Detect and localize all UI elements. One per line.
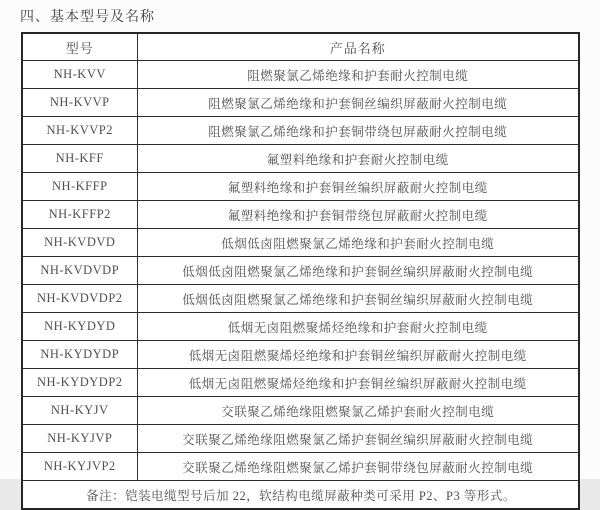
column-header-model: 型号: [22, 33, 137, 61]
product-name-cell: 阻燃聚氯乙烯绝缘和护套耐火控制电缆: [137, 61, 579, 89]
model-cell: NH-KFF: [22, 145, 137, 173]
product-name-cell: 交联聚乙烯绝缘阻燃聚氯乙烯护套铜丝编织屏蔽耐火控制电缆: [137, 425, 579, 453]
model-cell: NH-KVDVD: [22, 229, 137, 257]
table-row: [22, 61, 579, 89]
table-note: 备注：铠装电缆型号后加 22，软结构电缆屏蔽种类可采用 P2、P3 等形式。: [22, 481, 579, 510]
model-cell: NH-KFFP2: [22, 201, 137, 229]
model-cell: NH-KVDVDP2: [22, 285, 137, 313]
header-row: [22, 33, 579, 61]
model-cell: NH-KYDYDP: [22, 341, 137, 369]
model-cell: NH-KVVP2: [22, 117, 137, 145]
table-row: [22, 425, 579, 453]
product-name-cell: 氟塑料绝缘和护套耐火控制电缆: [137, 145, 579, 173]
product-name-cell: 交联聚乙烯绝缘阻燃聚氯乙烯护套耐火控制电缆: [137, 397, 579, 425]
table-row: [22, 257, 579, 285]
model-cell: NH-KYJVP2: [22, 453, 137, 481]
model-name-table: [21, 32, 580, 510]
product-name-cell: 交联聚乙烯绝缘阻燃聚氯乙烯护套铜带绕包屏蔽耐火控制电缆: [137, 453, 579, 481]
table-row: [22, 229, 579, 257]
table-row: [22, 201, 579, 229]
section-title: 四、基本型号及名称: [20, 10, 155, 25]
model-cell: NH-KFFP: [22, 173, 137, 201]
product-name-cell: 阻燃聚氯乙烯绝缘和护套铜丝编织屏蔽耐火控制电缆: [137, 89, 579, 117]
table-row: [22, 341, 579, 369]
product-name-cell: 低烟低卤阻燃聚氯乙烯绝缘和护套铜丝编织屏蔽耐火控制电缆: [137, 257, 579, 285]
table-row: [22, 285, 579, 313]
model-cell: NH-KYDYDP2: [22, 369, 137, 397]
model-cell: NH-KVVP: [22, 89, 137, 117]
table-row: [22, 313, 579, 341]
table-row: [22, 173, 579, 201]
product-name-cell: 低烟无卤阻燃聚烯烃绝缘和护套耐火控制电缆: [137, 313, 579, 341]
product-name-cell: 阻燃聚氯乙烯绝缘和护套铜带绕包屏蔽耐火控制电缆: [137, 117, 579, 145]
table-row: [22, 369, 579, 397]
table-body: [22, 61, 579, 481]
table-row: [22, 117, 579, 145]
model-cell: NH-KVDVDP: [22, 257, 137, 285]
note-row: [22, 481, 579, 510]
model-cell: NH-KYJVP: [22, 425, 137, 453]
model-cell: NH-KYDYD: [22, 313, 137, 341]
product-name-cell: 低烟无卤阻燃聚烯烃绝缘和护套铜丝编织屏蔽耐火控制电缆: [137, 341, 579, 369]
model-cell: NH-KVV: [22, 61, 137, 89]
product-name-cell: 低烟无卤阻燃聚烯烃绝缘和护套铜丝编织屏蔽耐火控制电缆: [137, 369, 579, 397]
column-header-product-name: 产品名称: [137, 33, 579, 61]
table-row: [22, 397, 579, 425]
product-name-cell: 低烟低卤阻燃聚氯乙烯绝缘和护套铜丝编织屏蔽耐火控制电缆: [137, 285, 579, 313]
table-row: [22, 145, 579, 173]
table-row: [22, 453, 579, 481]
table-row: [22, 89, 579, 117]
product-name-cell: 氟塑料绝缘和护套铜带绕包屏蔽耐火控制电缆: [137, 201, 579, 229]
product-name-cell: 氟塑料绝缘和护套铜丝编织屏蔽耐火控制电缆: [137, 173, 579, 201]
model-cell: NH-KYJV: [22, 397, 137, 425]
product-name-cell: 低烟低卤阻燃聚氯乙烯绝缘和护套耐火控制电缆: [137, 229, 579, 257]
